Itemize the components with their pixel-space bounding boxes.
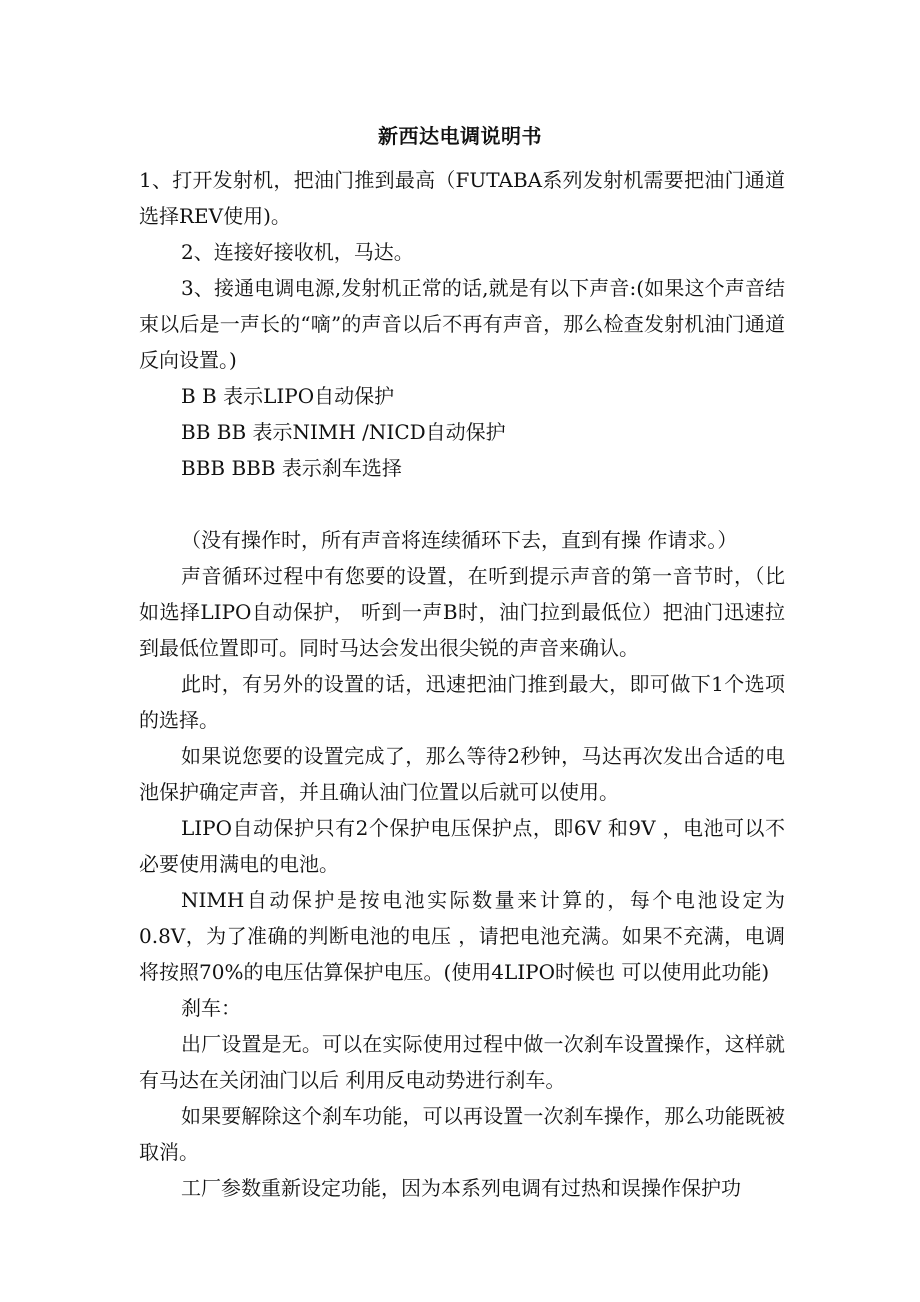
paragraph-brake-cancel: 如果要解除这个刹车功能，可以再设置一次刹车操作，那么功能既被取消。	[139, 1104, 785, 1164]
paragraph-step-1: 1、打开发射机，把油门推到最高（FUTABA系列发射机需要把油门通道选择REV使用)。	[139, 168, 785, 228]
paragraph-nimh-protection: NIMH自动保护是按电池实际数量来计算的，每个电池设定为0.8V，为了准确的判断电池的电压 ，请把电池充满。如果不充满，电调将按照70%的电压估算保护电压。(使用4LIPO时候也 可以使用此功能)	[139, 888, 785, 984]
document-body	[139, 162, 785, 1206]
paragraph-loop-note: （没有操作时，所有声音将连续循环下去，直到有操 作请求。）	[181, 528, 738, 552]
document-title: 新西达电调说明书	[378, 124, 542, 148]
paragraph-lipo-protection: LIPO自动保护只有2个保护电压保护点，即6V 和9V ，电池可以不必要使用满电的电池。	[139, 816, 785, 876]
heading-brake: 刹车：	[181, 996, 241, 1020]
paragraph-finish-setting: 如果说您要的设置完成了，那么等待2秒钟，马达再次发出合适的电池保护确定声音，并且确认油门位置以后就可以使用。	[139, 744, 785, 804]
paragraph-factory-reset: 工厂参数重新设定功能，因为本系列电调有过热和误操作保护功	[181, 1176, 741, 1200]
blank-line	[139, 486, 785, 522]
beep-option-nimh: BB BB 表示NIMH /NICD自动保护	[181, 420, 506, 444]
paragraph-select-setting: 声音循环过程中有您要的设置，在听到提示声音的第一音节时，（比如选择LIPO自动保护， 听到一声B时，油门拉到最低位）把油门迅速拉到最低位置即可。同时马达会发出很尖锐的声音来确认。	[139, 564, 785, 660]
paragraph-brake-factory: 出厂设置是无。可以在实际使用过程中做一次刹车设置操作，这样就有马达在关闭油门以后 利用反电动势进行刹车。	[139, 1032, 785, 1092]
paragraph-next-option: 此时，有另外的设置的话，迅速把油门推到最大，即可做下1个选项的选择。	[139, 672, 785, 732]
beep-option-brake: BBB BBB 表示刹车选择	[181, 456, 402, 480]
paragraph-step-2: 2、连接好接收机，马达。	[181, 240, 414, 264]
beep-option-lipo: B B 表示LIPO自动保护	[181, 384, 395, 408]
paragraph-step-3: 3、接通电调电源,发射机正常的话,就是有以下声音:(如果这个声音结束以后是一声长的“嘀”的声音以后不再有声音，那么检查发射机油门通道反向设置。)	[139, 276, 785, 372]
